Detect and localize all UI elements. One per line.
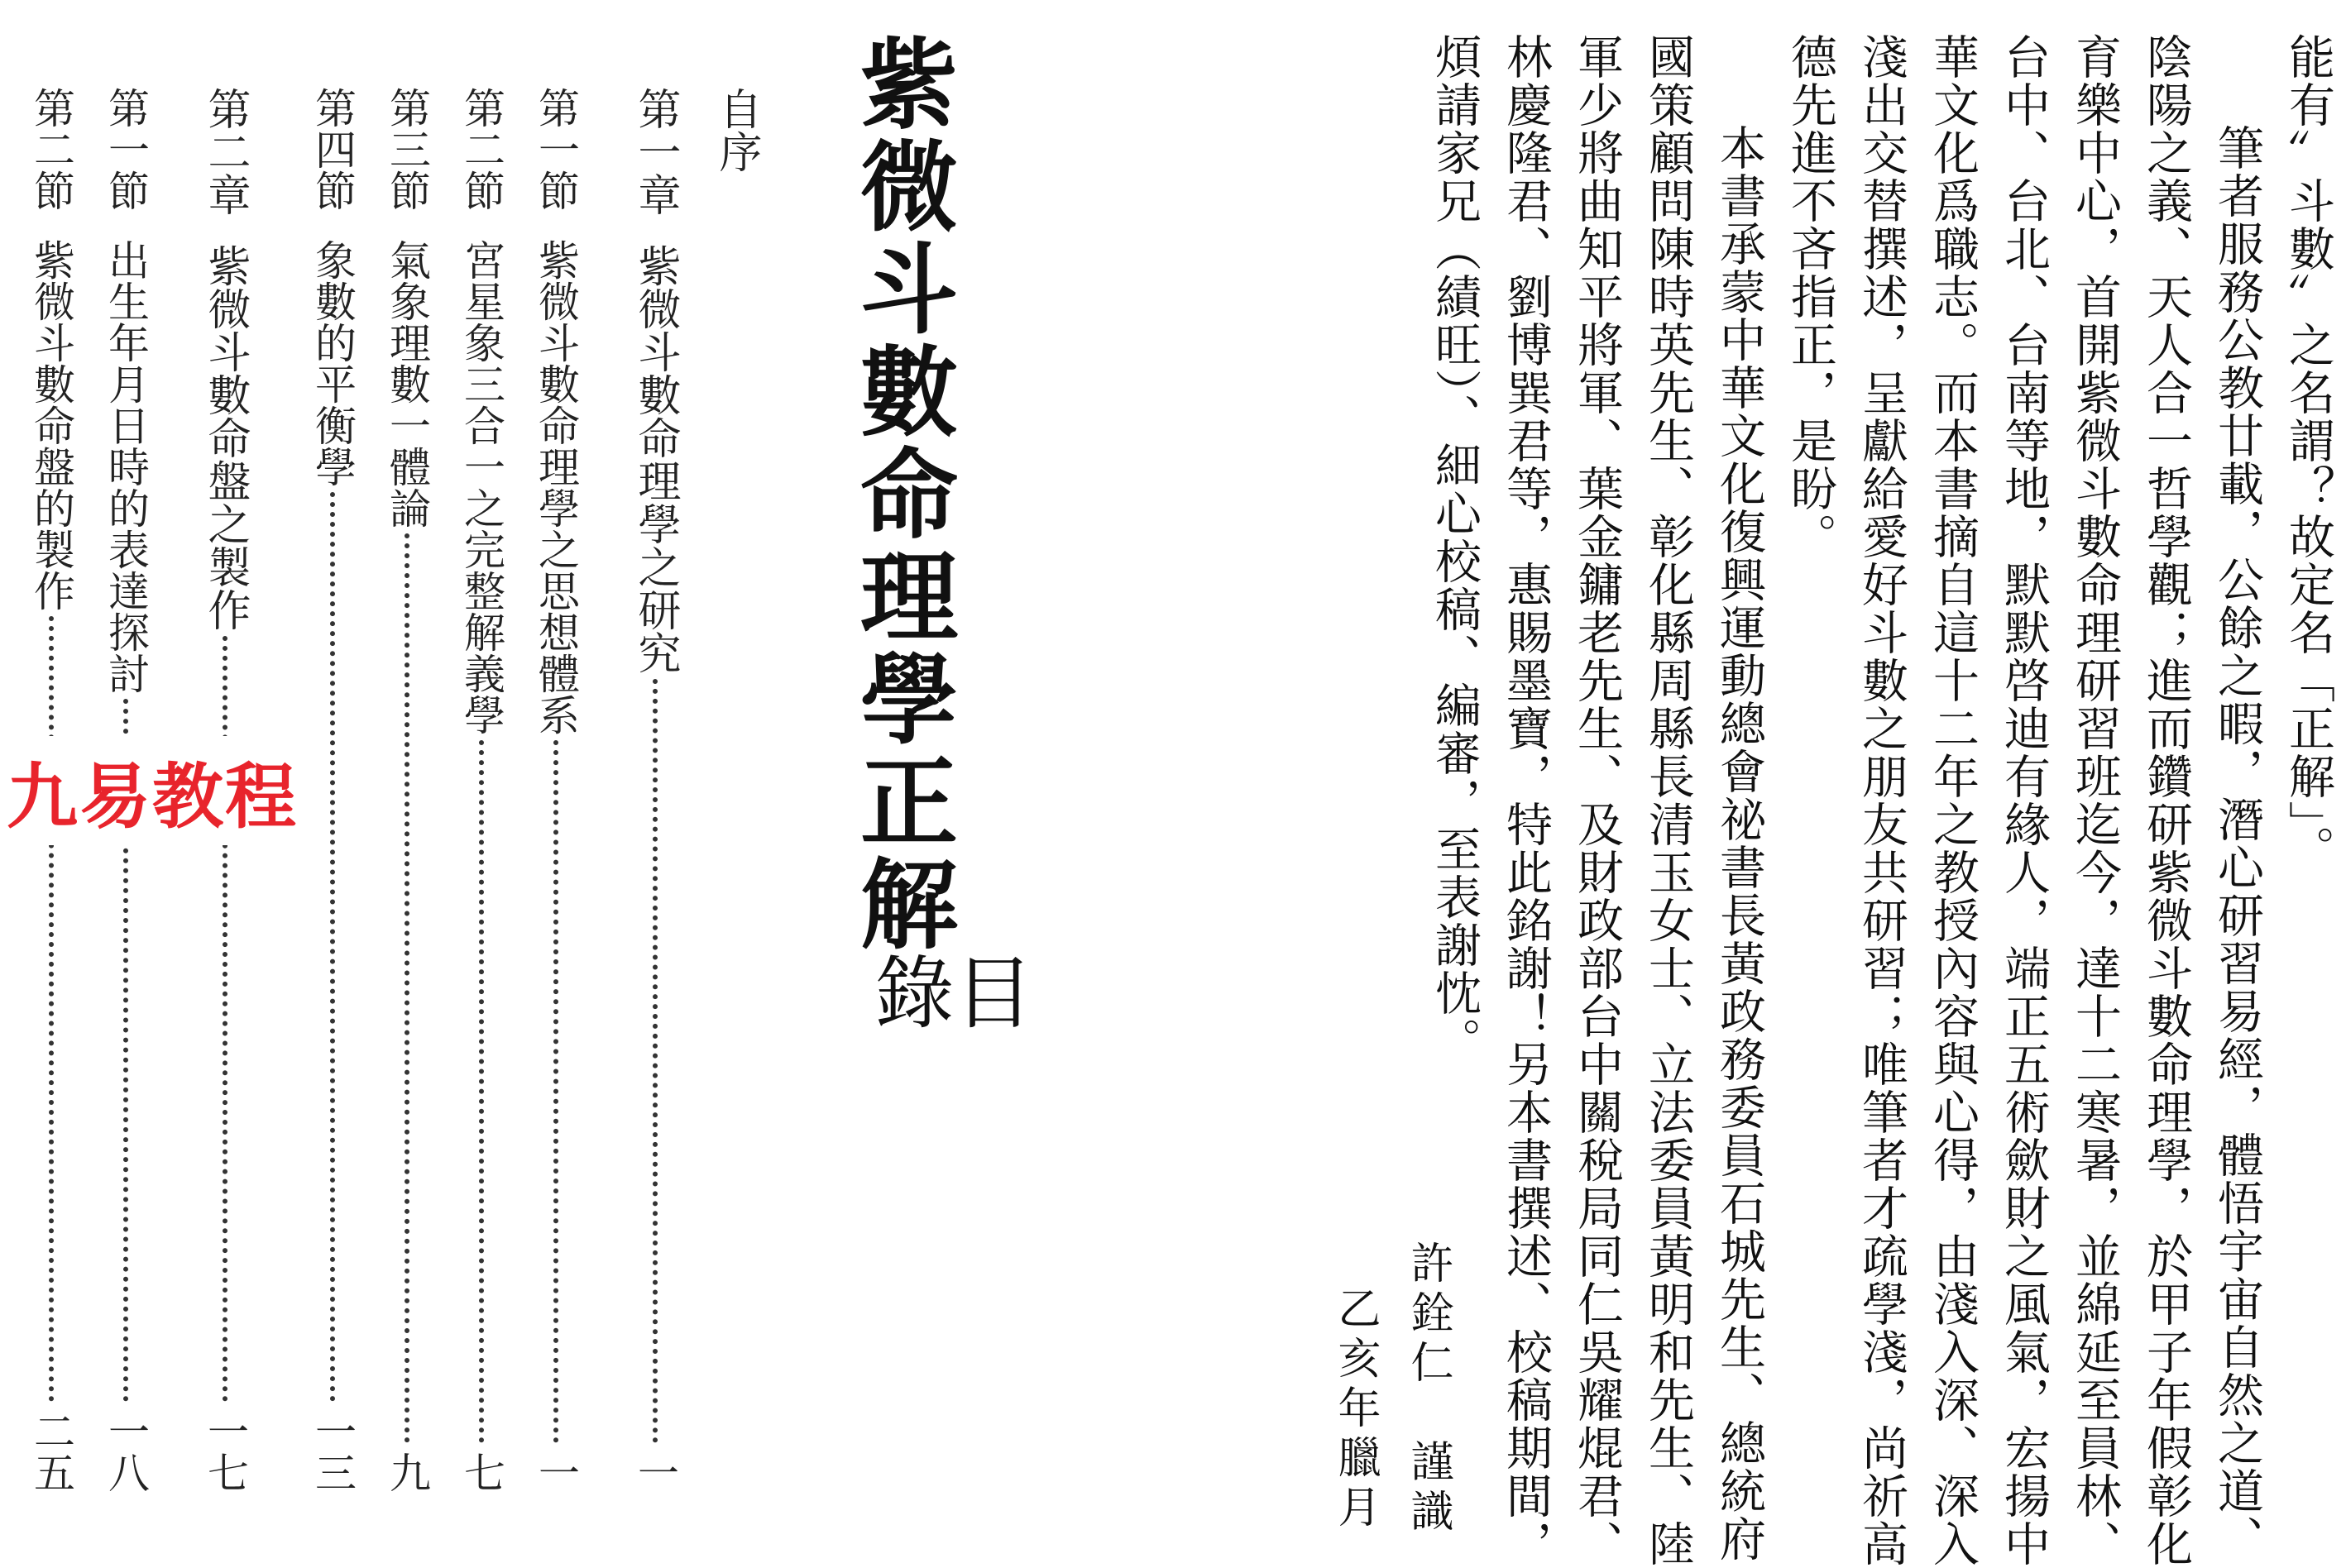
watermark-text: 九易教程 bbox=[0, 736, 304, 845]
toc-entry-ch1-section-3[interactable] bbox=[381, 87, 433, 1493]
toc-entry-title: 出生年月日時的表達探討 bbox=[102, 239, 150, 694]
toc-entry-page: 一 bbox=[631, 1451, 679, 1493]
toc-entry-title: 紫微斗數命理學之思想體系 bbox=[532, 239, 580, 735]
toc-entry-page: 二五 bbox=[27, 1410, 75, 1493]
toc-entry-title: 紫微斗數命盤之製作 bbox=[200, 244, 250, 631]
toc-entry-title: 氣象理數一體論 bbox=[383, 239, 431, 528]
toc-entry-ch1-section-2[interactable] bbox=[455, 87, 508, 1493]
leader-dots bbox=[479, 740, 484, 1443]
book-title: 紫微斗數命理學正解 bbox=[844, 33, 958, 956]
toc-entry-label: 第一節 bbox=[102, 87, 150, 211]
preface-column: 筆者服務公教廿載，公餘之暇，潛心研習易經，體悟宇宙自然之道、 bbox=[2210, 124, 2264, 1563]
leader-dots bbox=[653, 679, 658, 1443]
toc-heading-char-2: 錄 bbox=[862, 951, 955, 1030]
toc-entry-ch1-section-1[interactable] bbox=[529, 87, 582, 1493]
leader-dots bbox=[330, 492, 335, 1402]
preface-column: 林慶隆君、劉博巽君等，惠賜墨寶，特此銘謝！另本書撰述、校稿期間， bbox=[1499, 33, 1553, 1568]
toc-entry-page: 一七 bbox=[201, 1410, 249, 1493]
toc-heading bbox=[862, 951, 1034, 1067]
preface-column: 台中、台北、台南等地，默默啓迪有緣人，端正五術歛財之風氣，宏揚中 bbox=[1997, 33, 2051, 1568]
preface-signature-name: 許銓仁 謹識 bbox=[1403, 1241, 1453, 1538]
toc-entry-label: 第一節 bbox=[532, 87, 580, 211]
toc-entry-label: 第二章 bbox=[200, 87, 250, 216]
preface-column: 國策顧問陳時英先生、彰化縣周縣長清玉女士、立法委員黃明和先生、陸 bbox=[1641, 33, 1695, 1568]
preface-column: 華文化爲職志。而本書摘自這十二年之教授內容與心得，由淺入深、深入 bbox=[1926, 33, 1980, 1568]
toc-entry-title: 紫微斗數命理學之研究 bbox=[630, 244, 680, 674]
toc-entry-page: 一 bbox=[532, 1451, 580, 1493]
leader-dots bbox=[405, 533, 409, 1443]
preface-column: 陰陽之義、天人合一哲學觀；進而鑽研紫微斗數命理學，於甲子年假彰化 bbox=[2139, 33, 2193, 1568]
toc-entry-label: 自序 bbox=[711, 87, 761, 173]
toc-entry-page: 一三 bbox=[309, 1410, 357, 1493]
preface-column: 本書承蒙中華文化復興運動總會祕書長黃政務委員石城先生、總統府 bbox=[1712, 124, 1766, 1563]
preface-column: 淺出交替撰述，呈獻給愛好斗數之朋友共研習；唯筆者才疏學淺，尚祈高 bbox=[1855, 33, 1908, 1568]
toc-entry-page: 七 bbox=[457, 1451, 505, 1493]
toc-entry-chapter-1[interactable] bbox=[629, 87, 682, 1493]
toc-entry-ch1-section-4[interactable] bbox=[306, 87, 359, 1493]
preface-column: 煩請家兄（績旺）、細心校稿、編審，至表謝忱。 bbox=[1428, 33, 1482, 1065]
toc-heading-char-1: 目 bbox=[941, 951, 1034, 1030]
preface-signature-date: 乙亥年臘月 bbox=[1330, 1286, 1380, 1534]
preface-column: 育樂中心，首開紫微斗數命理研習班迄今，達十二寒暑，並綿延至員林、 bbox=[2068, 33, 2122, 1568]
preface-column: 軍少將曲知平將軍、葉金鏞老先生、及財政部台中關稅局同仁吳耀焜君、 bbox=[1570, 33, 1624, 1568]
toc-entry-title: 象數的平衡學 bbox=[309, 239, 357, 487]
toc-entry-label: 第四節 bbox=[309, 87, 357, 211]
toc-entry-title: 宮星象三合一之完整解義學 bbox=[457, 239, 505, 735]
leader-dots bbox=[49, 616, 54, 1402]
toc-entry-page: 九 bbox=[383, 1451, 431, 1493]
toc-entry-page: 一八 bbox=[102, 1410, 150, 1493]
preface-column: 能有〞斗數〞之名謂？故定名「正解」。 bbox=[2281, 33, 2335, 873]
toc-entry-label: 第三節 bbox=[383, 87, 431, 211]
toc-entry-label: 第一章 bbox=[630, 87, 680, 216]
toc-entry-label: 第二節 bbox=[457, 87, 505, 211]
toc-entry-title: 紫微斗數命盤的製作 bbox=[27, 239, 75, 611]
leader-dots bbox=[553, 740, 558, 1443]
toc-entry-preface[interactable] bbox=[710, 87, 763, 1493]
preface-column: 德先進不吝指正，是盼。 bbox=[1783, 33, 1837, 561]
toc-entry-label: 第二節 bbox=[27, 87, 75, 211]
